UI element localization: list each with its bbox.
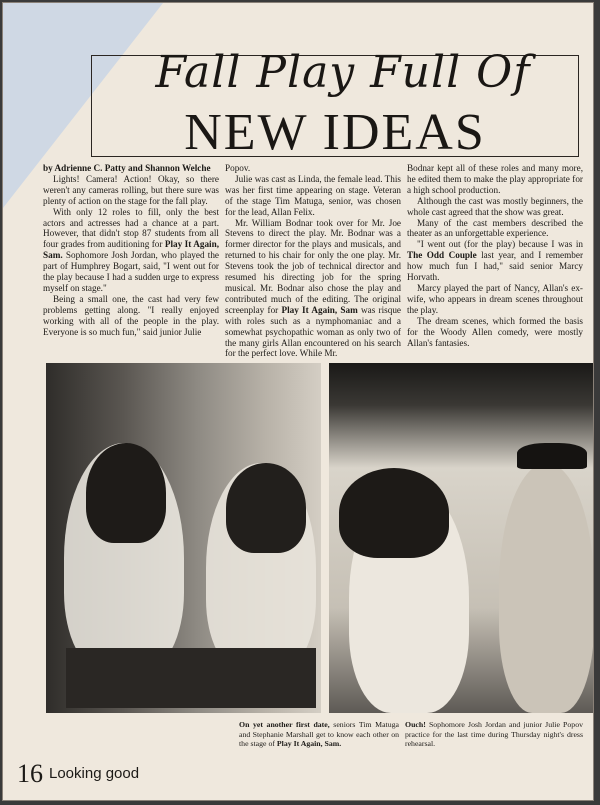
article-column-2 [225,163,401,359]
headline-script: Fall Play Full Of [155,47,531,98]
photo-caption-left: On yet another first date, seniors Tim Matuga and Stephanie Marshall get to know each other on the stage of Play It Again, Sam. [239,720,399,749]
play-title: Play It Again, Sam. [43,239,219,261]
paragraph: Marcy played the part of Nancy, Allan's ex-wife, who appears in dream scenes throughout the play. [407,282,583,315]
photo-rehearsal-scene [329,363,594,713]
paragraph: The dream scenes, which formed the basis for the Woody Allen comedy, were mostly Allan's fantasies. [407,315,583,348]
photo-first-date-scene [46,363,321,713]
article-column-3 [407,163,583,348]
section-label: Looking good [49,765,140,782]
paragraph: With only 12 roles to fill, only the best actors and actresses had a chance at a part. However, that didn't stop 87 students from all four grades from auditioning for Play It Again, Sam. Sophomore Josh Jordan, who played the part of Humphrey Bogart, said, "I went out for the play because I had a sudden urge to express myself on stage." [43,206,219,293]
paragraph: Lights! Camera! Action! Okay, so there weren't any cameras rolling, but there sure was plenty of action on the stage for the fall play. [43,173,219,206]
play-title: Play It Again, Sam [281,304,358,315]
fedora-shape [517,443,587,469]
hair-shape [226,463,306,553]
play-title: The Odd Couple [407,250,477,261]
paragraph: Bodnar kept all of these roles and many more, he edited them to make the play appropriate for a high school production. [407,163,583,195]
paragraph: Julie was cast as Linda, the female lead. This was her first time appearing on stage. Veteran of the stage Tim Matuga, senior, was chosen for the lead, Allan Felix. [225,173,401,217]
table-shape [66,648,316,708]
paragraph: Mr. William Bodnar took over for Mr. Joe Stevens to direct the play. Mr. Bodnar was a former director for the plays and musicals, and returned to his chair for only the one play. Mr. Stevens took the job of technical director and resumed his directing job for the spring musical. Mr. Bodnar also chose the play and contributed much of the editing. The original screenplay for Play It Again, Sam was risque with roles such as a nymphomaniac and a somewhat psychopathic woman as only two of the many girls Allan encountered on his search for the perfect love. While Mr. [225,217,402,359]
paragraph: Although the cast was mostly beginners, the whole cast agreed that the show was great. [407,195,583,217]
page-folio [17,759,139,789]
hair-shape [339,468,449,558]
paragraph: Being a small one, the cast had very few problems getting along. "I really enjoyed working with all of the people in the play. Everyone is so much fun," said junior Julie [43,293,219,337]
paragraph: Popov. [225,163,251,173]
yearbook-page [2,2,594,801]
paragraph: Many of the cast members described the theater as an unforgettable experience. [407,217,583,239]
photo-caption-right: Ouch! Sophomore Josh Jordan and junior Julie Popov practice for the last time during Thursday night's dress rehearsal. [405,720,583,749]
byline: by Adrienne C. Patty and Shannon Welche [43,163,211,173]
paragraph: "I went out (for the play) because I was in The Odd Couple last year, and I remember how much fun I had," said senior Marcy Horvath. [407,239,583,283]
page-number: 16 [17,759,43,788]
headline-main: NEW IDEAS [184,104,486,161]
article-column-1 [43,163,219,338]
hair-shape [86,443,166,543]
actor-figure [499,463,594,713]
